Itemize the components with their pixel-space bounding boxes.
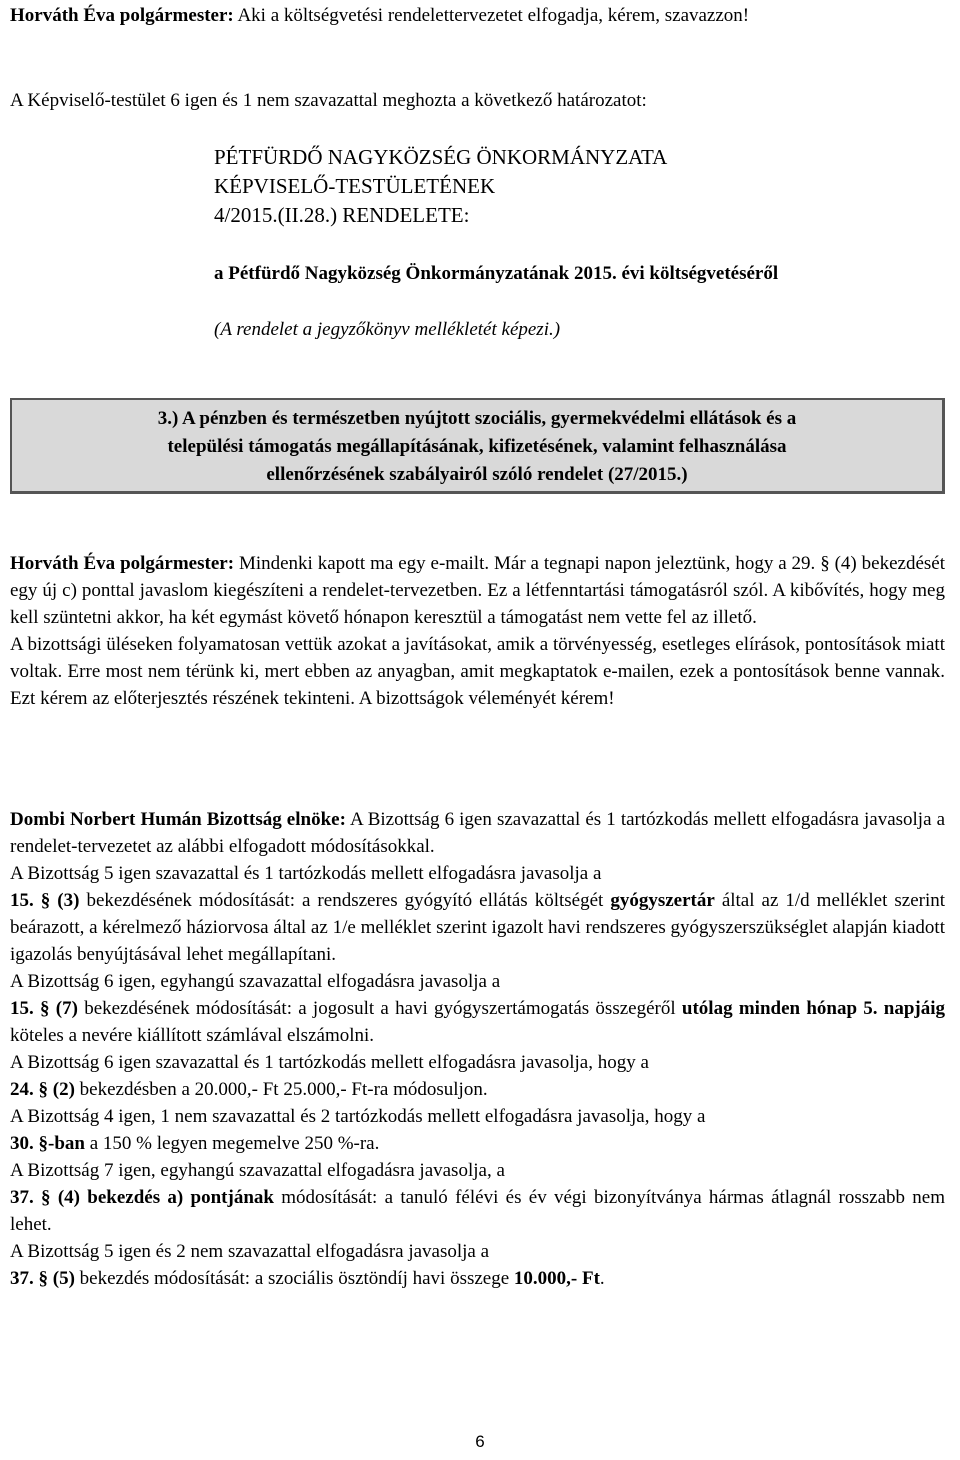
committee-vote-4: A Bizottság 4 igen, 1 nem szavazattal és 2 tartózkodás mellett elfogadásra javasolja, hogy a <box>10 1106 706 1127</box>
speaker-name: Dombi Norbert Humán Bizottság elnöke: <box>10 809 346 830</box>
speaker-name: Horváth Éva polgármester: <box>10 553 235 574</box>
amendment-2: 15. § (7) bekezdésének módosítását: a jogosult a havi gyógyszertámogatás összegéről utólag minden hónap 5. napjáig köteles a nevére kiállított számlával elszámolni. <box>10 998 946 1046</box>
intro-text: Aki a költségvetési rendelettervezetet elfogadja, kérem, szavazzon! <box>237 5 750 26</box>
amendment-6: 37. § (5) bekezdés módosítását: a szociális ösztöndíj havi összege 10.000,- Ft. <box>10 1268 605 1289</box>
agenda-line-3: ellenőrzésének szabályairól szóló rendelet (27/2015.) <box>266 464 688 485</box>
committee-vote-2: A Bizottság 6 igen, egyhangú szavazattal elfogadásra javasolja a <box>10 971 501 992</box>
decree-title <box>214 143 934 230</box>
decree-title-line-2: KÉPVISELŐ-TESTÜLETÉNEK <box>214 174 496 198</box>
committee-opening: Dombi Norbert Humán Bizottság elnöke: A Bizottság 6 igen szavazattal és 1 tartózkodás mellett elfogadásra javasolja a rendelet-tervezetet az alábbi elfogadott módosításokkal. <box>10 809 946 857</box>
decree-title-line-1: PÉTFÜRDŐ NAGYKÖZSÉG ÖNKORMÁNYZATA <box>214 145 668 169</box>
amendment-1: 15. § (3) bekezdésének módosítását: a rendszeres gyógyító ellátás költségét gyógyszertár által az 1/d melléklet szerint beárazott, a kérelmező háziorvosa által az 1/e melléklet szerint igazolt havi rendszeres gyógyszerszükséglet alapján kiadott igazolás benyújtásával lehet megállapítani. <box>10 890 946 965</box>
vote-result: A Képviselő-testület 6 igen és 1 nem szavazattal meghozta a következő határozatot: <box>10 90 647 111</box>
amendment-3: 24. § (2) bekezdésben a 20.000,- Ft 25.000,- Ft-ra módosuljon. <box>10 1079 488 1100</box>
mayor-paragraph-1: Horváth Éva polgármester: Mindenki kapott ma egy e-mailt. Már a tegnapi napon jeleztünk, hogy a 29. § (4) bekezdését egy új c) ponttal javaslom kiegészíteni a rendelet-tervezetben. Ez a létfenntartási támogatásról szól. A kibővítés, hogy meg kell szüntetni akkor, ha két egymást követő hónapon keresztül a támogatást nem vette fel az illető. <box>10 553 945 628</box>
decree-note: (A rendelet a jegyzőkönyv mellékletét képezi.) <box>214 319 561 340</box>
mayor-statement <box>10 550 945 712</box>
agenda-line-1: 3.) A pénzben és természetben nyújtott szociális, gyermekvédelmi ellátások és a <box>157 408 797 429</box>
agenda-line-2: települési támogatás megállapításának, kifizetésének, valamint felhasználása <box>167 436 787 457</box>
page-number: 6 <box>475 1432 485 1451</box>
committee-vote-1: A Bizottság 5 igen szavazattal és 1 tartózkodás mellett elfogadásra javasolja a <box>10 863 602 884</box>
committee-vote-5: A Bizottság 7 igen, egyhangú szavazattal elfogadásra javasolja, a <box>10 1160 505 1181</box>
intro-paragraph <box>10 2 945 29</box>
amendment-4: 30. §-ban a 150 % legyen megemelve 250 %-ra. <box>10 1133 380 1154</box>
committee-statement <box>10 806 945 1292</box>
committee-vote-3: A Bizottság 6 igen szavazattal és 1 tartózkodás mellett elfogadásra javasolja, hogy a <box>10 1052 649 1073</box>
agenda-item-box <box>10 398 945 494</box>
committee-vote-6: A Bizottság 5 igen és 2 nem szavazattal elfogadásra javasolja a <box>10 1241 490 1262</box>
amendment-5: 37. § (4) bekezdés a) pontjának módosítását: a tanuló félévi és év végi bizonyítványa hármas átlagnál rosszabb nem lehet. <box>10 1187 946 1235</box>
speaker-name: Horváth Éva polgármester: <box>10 5 234 26</box>
mayor-paragraph-2: A bizottsági üléseken folyamatosan vettük azokat a javításokat, amik a törvényesség, esetleges elírások, pontosítások miatt voltak. Erre most nem térünk ki, mert ebben az anyagban, amit megkaptatok e-mailen, ezek a pontosítások benne vannak. Ezt kérem az előterjesztés részének tekinteni. A bizottságok véleményét kérem! <box>10 634 945 709</box>
decree-title-line-3: 4/2015.(II.28.) RENDELETE: <box>214 203 470 227</box>
decree-subject: a Pétfürdő Nagyközség Önkormányzatának 2015. évi költségvetéséről <box>214 263 779 284</box>
